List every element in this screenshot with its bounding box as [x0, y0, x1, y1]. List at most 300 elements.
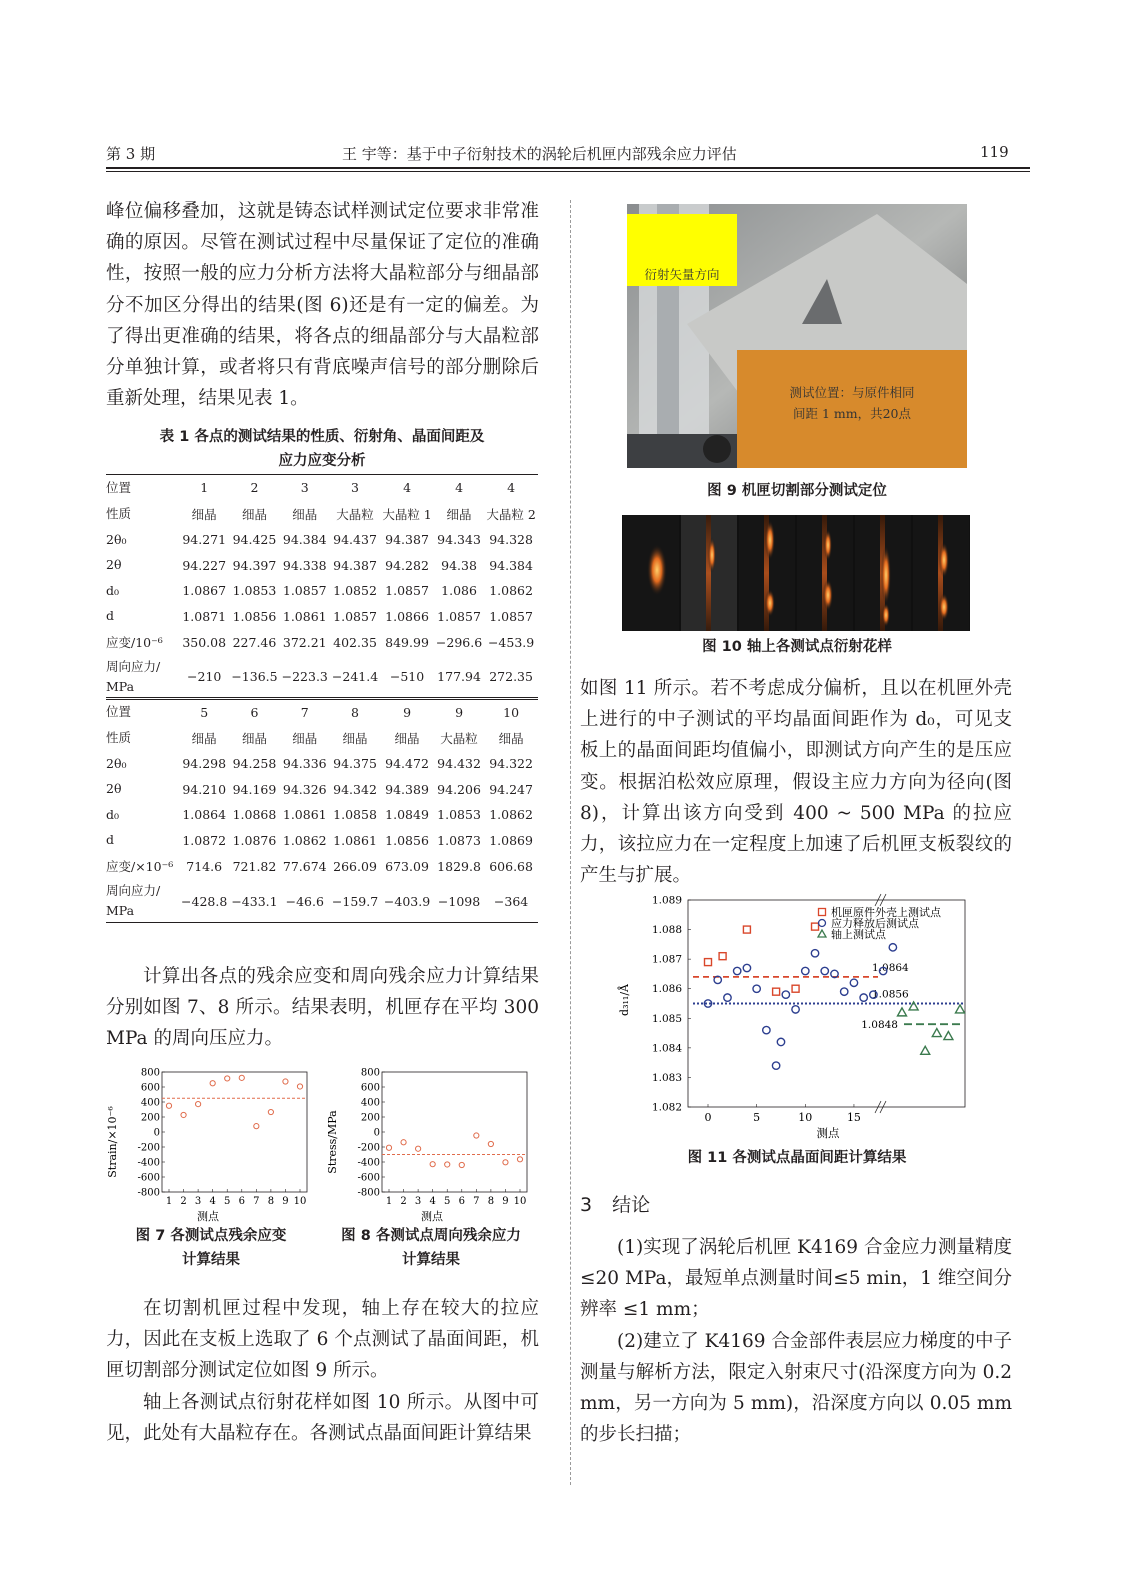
- row-header-cell: d₀: [106, 806, 120, 822]
- fig8-xlabel: 测点: [421, 1210, 443, 1222]
- row-header-cell: 应变/10⁻⁶: [106, 634, 163, 650]
- table-cell: 94.326: [282, 781, 327, 797]
- data-point: [225, 1076, 230, 1081]
- diffraction-spot: [882, 603, 890, 627]
- y-tick-label: 1.083: [651, 1071, 682, 1084]
- data-point: [166, 1103, 171, 1108]
- right-paragraph: [580, 673, 1012, 891]
- intro-paragraph: [106, 196, 539, 414]
- fig7-caption-line2: 计算结果: [182, 1252, 240, 1268]
- row-header-cell: d₀: [106, 582, 120, 598]
- table-row: [106, 604, 538, 629]
- table-cell: 1.0862: [489, 807, 533, 822]
- row-header-cell: d: [106, 608, 115, 623]
- data-point: [210, 1081, 215, 1086]
- fig10-caption: 图 10 轴上各测试点衍射花样: [702, 639, 892, 655]
- table-cell: 94.206: [437, 781, 481, 797]
- issue-label: 第 3 期: [106, 145, 156, 163]
- table-cell: −46.6: [285, 893, 324, 909]
- table-cell: 94.432: [437, 756, 481, 771]
- table-row: [106, 553, 538, 578]
- header-rule-thick: [106, 167, 1030, 169]
- table-cell: −1098: [437, 893, 481, 909]
- y-tick-label: -800: [137, 1187, 160, 1199]
- data-point: [430, 1162, 435, 1167]
- x-tick-label: 2: [400, 1196, 407, 1207]
- bottom-paragraphs: [106, 1293, 539, 1449]
- table-cell: −241.4: [331, 669, 379, 685]
- table-cell: 1.0869: [489, 832, 533, 848]
- row-header-cell: 2θ₀: [106, 531, 127, 547]
- table-cell: 266.09: [333, 859, 377, 874]
- y-tick-label: 1.084: [651, 1042, 682, 1055]
- d-spacing-chart: [610, 890, 980, 1144]
- table-cell: 大晶粒 1: [382, 506, 432, 522]
- reference-label: 1.0864: [872, 961, 909, 974]
- table-cell: 1.0857: [489, 608, 533, 624]
- fig8-caption: [320, 1224, 542, 1272]
- table-cell: −159.7: [331, 893, 379, 909]
- data-point-circle: [811, 950, 818, 957]
- table-cell: −433.1: [231, 893, 278, 909]
- table-cell: 94.38: [441, 557, 477, 573]
- row-header-cell: 2θ₀: [106, 755, 127, 771]
- y-tick-label: 400: [360, 1097, 380, 1109]
- table-cell: 94.210: [182, 781, 227, 797]
- fig10-diffraction-strip: [622, 515, 970, 631]
- table-cell: −223.3: [281, 669, 328, 685]
- table-cell: 1.086: [441, 583, 477, 598]
- table-cell: 1.0857: [385, 583, 429, 598]
- y-tick-label: 600: [360, 1082, 380, 1094]
- table-cell: 1.0861: [282, 807, 327, 822]
- reference-label: 1.0848: [861, 1019, 898, 1032]
- fig8-caption-line2: 计算结果: [402, 1252, 460, 1268]
- table-cell: −210: [187, 669, 222, 685]
- data-point: [503, 1160, 508, 1165]
- data-point-circle: [763, 1026, 770, 1033]
- data-point-circle: [743, 964, 750, 971]
- fig7-ylabel: Strain/×10⁻⁶: [106, 1106, 119, 1178]
- fig9-vector-label: 衍射矢量方向: [644, 267, 720, 282]
- data-point: [401, 1140, 406, 1145]
- table-cell: 2: [250, 480, 259, 496]
- conclusion-2: (2)建立了 K4169 合金部件表层应力梯度的中子测量与解析方法，限定入射束尺寸(沿深度方向为 0.2 mm，另一方向为 5 mm)，沿深度方向以 0.05 mm 的步长扫描；: [580, 1330, 1012, 1446]
- table-cell: 1.0857: [282, 583, 327, 598]
- table-row: [106, 629, 538, 657]
- table-cell: 714.6: [186, 859, 223, 874]
- section-number: 3: [580, 1194, 593, 1216]
- table-cell: 1.0849: [385, 807, 429, 822]
- page-number: 119: [980, 143, 1009, 161]
- y-tick-label: -200: [137, 1142, 160, 1154]
- fig11-caption: 图 11 各测试点晶面间距计算结果: [687, 1150, 907, 1166]
- y-tick-label: 800: [360, 1067, 380, 1079]
- data-point: [181, 1112, 186, 1117]
- y-tick-label: -800: [357, 1187, 380, 1199]
- y-tick-label: 0: [373, 1127, 380, 1139]
- section-heading: [580, 1190, 650, 1217]
- table-cell: 94.472: [385, 756, 429, 771]
- data-point-square: [719, 953, 726, 960]
- right-paragraph-text: 如图 11 所示。若不考虑成分偏析，且以在机匣外壳上进行的中子测试的平均晶面间距作为 d₀，可见支板上的晶面间距均值偏小，即测试方向产生的是压应变。根据泊松效应原理，假设主应力方向为径向(图 8)，计算出该方向受到 400 ~ 500 MPa 的拉应力，该拉应力在一定程度上加速了后机匣支板裂纹的产生与扩展。: [580, 678, 1012, 887]
- diffraction-spot: [765, 520, 775, 560]
- data-point-circle: [850, 979, 857, 986]
- results-table: [106, 474, 538, 923]
- table-cell: 94.437: [333, 532, 377, 547]
- x-tick-label: 2: [180, 1196, 187, 1207]
- y-tick-label: 200: [360, 1112, 380, 1124]
- table-row: [106, 777, 538, 802]
- x-tick-label: 5: [224, 1196, 231, 1207]
- table-cell: 94.387: [385, 532, 429, 547]
- data-point-circle: [772, 1062, 779, 1069]
- x-tick-label: 3: [414, 1196, 422, 1207]
- diffraction-spot: [765, 589, 775, 617]
- x-tick-label: 10: [293, 1196, 307, 1207]
- after-table-text: 计算出各点的残余应变和周向残余应力计算结果分别如图 7、8 所示。结果表明，机匣存在平均 300 MPa 的周向压应力。: [106, 966, 539, 1050]
- diffraction-spot: [647, 544, 667, 596]
- plot-frame: [162, 1072, 307, 1192]
- y-tick-label: -400: [357, 1157, 380, 1169]
- bottom-paragraph-1: 在切割机匣过程中发现，轴上存在较大的拉应力，因此在支板上选取了 6 个点测试了晶面间距，机匣切割部分测试定位如图 9 所示。: [106, 1298, 539, 1382]
- data-point-square: [743, 926, 750, 933]
- table-cell: 1.0858: [333, 807, 377, 822]
- data-point-square: [773, 988, 780, 995]
- table-cell: 94.384: [489, 557, 533, 573]
- table-cell: 94.384: [282, 532, 327, 547]
- table-cell: 细晶: [241, 730, 267, 746]
- table-cell: 大晶粒 2: [486, 506, 536, 522]
- table-cell: 1.0862: [282, 832, 327, 848]
- column-divider: [570, 200, 571, 1485]
- table-cell: 1.0872: [182, 832, 227, 848]
- table-cell: 227.46: [232, 635, 277, 650]
- x-tick-label: 3: [194, 1196, 202, 1207]
- row-header-cell: 性质: [106, 729, 132, 745]
- running-title: 王 宇等：基于中子衍射技术的涡轮后机匣内部残余应力评估: [342, 145, 737, 163]
- x-tick-label: 10: [513, 1196, 527, 1207]
- row-header-cell: 位置: [106, 704, 132, 720]
- row-header-cell: 位置: [106, 479, 132, 495]
- data-point-circle: [889, 944, 896, 951]
- table-cell: 3: [351, 480, 359, 496]
- header-rule-thin: [106, 171, 1030, 172]
- data-point-square: [705, 959, 712, 966]
- table-cell: 1.0866: [385, 608, 429, 624]
- table-row: [106, 475, 538, 501]
- fig11-ylabel: d₃₁₁/Å: [618, 984, 631, 1016]
- x-tick-label: 8: [487, 1196, 495, 1207]
- fig9-position-line2: 间距 1 mm，共20点: [792, 406, 912, 421]
- data-point: [416, 1146, 421, 1151]
- data-point-circle: [733, 967, 740, 974]
- data-point: [196, 1102, 201, 1107]
- x-tick-label: 4: [429, 1196, 436, 1207]
- table-cell: 1.0862: [489, 583, 533, 598]
- table-row: [106, 751, 538, 777]
- table-row: [106, 828, 538, 853]
- paragraph-after-table: [106, 961, 539, 1055]
- diffraction-spot: [823, 579, 833, 611]
- table-cell: 1.0871: [182, 608, 227, 624]
- table-cell: −510: [389, 669, 425, 685]
- row-header-cell: 性质: [106, 505, 132, 521]
- legend-label: 应力释放后测试点: [831, 917, 919, 930]
- y-tick-label: 1.085: [651, 1012, 682, 1025]
- y-tick-label: -400: [137, 1157, 160, 1169]
- table-cell: 大晶粒: [336, 506, 374, 522]
- data-point: [517, 1157, 522, 1162]
- table-cell: 350.08: [182, 635, 227, 650]
- table-cell: 细晶: [191, 730, 217, 746]
- table-cell: 94.282: [385, 557, 429, 573]
- y-tick-label: 1.087: [651, 953, 682, 966]
- diffraction-spot: [939, 593, 949, 621]
- table-cell: 细晶: [394, 730, 420, 746]
- data-point: [474, 1133, 479, 1138]
- table-row: [106, 699, 538, 725]
- x-tick-label: 15: [846, 1111, 861, 1124]
- table-cell: 6: [250, 704, 259, 720]
- x-tick-label: 10: [798, 1111, 813, 1124]
- table-cell: 94.247: [489, 781, 533, 797]
- table-cell: 1.0868: [232, 807, 277, 822]
- table-cell: 9: [403, 704, 412, 720]
- table-row: [106, 578, 538, 604]
- table-cell: 849.99: [385, 635, 429, 650]
- table-cell: 1.0856: [385, 832, 429, 848]
- data-point: [239, 1075, 244, 1080]
- table-cell: 94.387: [333, 557, 377, 573]
- table-cell: 94.271: [182, 532, 227, 547]
- section-title: 结论: [612, 1194, 651, 1216]
- table-cell: 177.94: [437, 669, 481, 685]
- table-cell: 细晶: [241, 506, 267, 522]
- table-cell: 94.397: [232, 557, 277, 573]
- x-tick-label: 5: [753, 1111, 761, 1124]
- y-tick-label: -600: [137, 1172, 160, 1184]
- y-tick-label: 200: [140, 1112, 160, 1124]
- y-tick-label: 600: [140, 1082, 160, 1094]
- data-point-circle: [777, 1038, 784, 1045]
- table-cell: 1.0864: [182, 807, 227, 822]
- table-cell: 94.375: [333, 756, 377, 771]
- table-cell: −364: [493, 893, 529, 909]
- row-header-cell: 2θ: [106, 557, 122, 572]
- strain-chart: [102, 1060, 317, 1222]
- data-point-circle: [841, 988, 848, 995]
- data-point-circle: [753, 985, 760, 992]
- y-tick-label: 1.086: [651, 983, 682, 996]
- table-cell: 94.227: [182, 557, 227, 573]
- table-cell: 1.0853: [232, 583, 277, 598]
- stress-chart: [322, 1060, 542, 1222]
- fig11-xlabel: 测点: [816, 1126, 840, 1140]
- table-cell: 5: [200, 704, 209, 720]
- data-point-circle: [782, 991, 789, 998]
- data-point-triangle: [932, 1029, 941, 1037]
- table-row: [106, 802, 538, 828]
- row-header-cell: 周向应力/ MPa: [106, 883, 161, 919]
- table-cell: 1.0856: [232, 608, 277, 624]
- legend-label: 机匣原件外壳上测试点: [831, 906, 941, 919]
- table-row: [106, 853, 538, 881]
- y-tick-label: 1.082: [651, 1101, 682, 1114]
- diffraction-spot: [824, 529, 832, 561]
- legend-marker: [819, 909, 826, 916]
- diffraction-streak: [706, 515, 711, 631]
- table-cell: 402.35: [333, 635, 377, 650]
- table-cell: 1.0857: [437, 608, 481, 624]
- table1-caption: [106, 425, 538, 473]
- data-point-circle: [724, 994, 731, 1001]
- table-cell: 1829.8: [437, 859, 481, 874]
- table-cell: 9: [455, 704, 464, 720]
- plot-frame: [382, 1072, 527, 1192]
- table-cell: 1.0876: [232, 832, 277, 848]
- table-cell: 272.35: [489, 669, 533, 685]
- table-cell: 94.258: [232, 756, 277, 771]
- table-cell: 4: [403, 480, 412, 496]
- table-cell: 4: [507, 480, 516, 496]
- table-cell: 94.328: [489, 532, 533, 547]
- data-point: [386, 1145, 391, 1150]
- legend-marker: [819, 920, 826, 927]
- x-tick-label: 9: [502, 1196, 509, 1207]
- data-point-circle: [821, 967, 828, 974]
- table-cell: 1.0852: [333, 583, 377, 598]
- table-cell: 94.389: [385, 781, 429, 797]
- x-tick-label: 8: [267, 1196, 275, 1207]
- x-tick-label: 7: [473, 1196, 480, 1207]
- y-tick-label: 0: [153, 1127, 160, 1139]
- fig9-position-line1: 测试位置：与原件相同: [789, 385, 915, 400]
- data-point-triangle: [956, 1005, 965, 1013]
- table-cell: 94.342: [333, 781, 377, 797]
- reference-label: 1.0856: [872, 988, 909, 1001]
- y-tick-label: 400: [140, 1097, 160, 1109]
- table-cell: 细晶: [446, 506, 472, 522]
- table-cell: 3: [300, 480, 309, 496]
- diffraction-spot: [881, 545, 891, 605]
- table-row: [106, 501, 538, 527]
- table-cell: 大晶粒: [440, 730, 478, 746]
- y-tick-label: -600: [357, 1172, 380, 1184]
- row-header-cell: 周向应力/ MPa: [106, 658, 161, 694]
- y-tick-label: 800: [140, 1067, 160, 1079]
- table-cell: 94.322: [489, 756, 533, 771]
- fig7-caption: [106, 1224, 316, 1272]
- table1-caption-line1: 表 1 各点的测试结果的性质、衍射角、晶面间距及: [159, 429, 485, 445]
- fig8-ylabel: Stress/MPa: [326, 1110, 339, 1174]
- x-tick-label: 0: [704, 1111, 712, 1124]
- data-point: [297, 1084, 302, 1089]
- x-tick-label: 7: [253, 1196, 260, 1207]
- table-cell: 94.425: [232, 532, 277, 547]
- intro-text: 峰位偏移叠加，这就是铸态试样测试定位要求非常准确的原因。尽管在测试过程中尽量保证了定位的准确性，按照一般的应力分析方法将大晶粒部分与细晶部分不加区分得出的结果(图 6)还是有一定的偏差。为了得出更准确的结果，将各点的细晶部分与大晶粒部分单独计算，或者将只有背底噪声信号的部分删除后重新处理，结果见表 1。: [106, 201, 539, 410]
- data-point: [459, 1162, 464, 1167]
- conclusion-1: (1)实现了涡轮后机匣 K4169 合金应力测量精度 ≤20 MPa，最短单点测量时间≤5 min，1 维空间分辨率 ≤1 mm；: [580, 1237, 1012, 1321]
- table-cell: 细晶: [292, 730, 318, 746]
- conclusions: [580, 1232, 1012, 1450]
- data-point: [445, 1162, 450, 1167]
- table-cell: 1.0861: [333, 832, 377, 848]
- table-cell: −296.6: [435, 635, 483, 650]
- table-cell: 细晶: [498, 730, 524, 746]
- x-tick-label: 1: [385, 1196, 393, 1207]
- table-cell: 细晶: [342, 730, 368, 746]
- x-tick-label: 6: [458, 1196, 465, 1207]
- table-cell: −453.9: [487, 635, 535, 650]
- data-point-circle: [860, 994, 867, 1001]
- fig8-caption-line1: 图 8 各测试点周向残余应力: [341, 1228, 521, 1244]
- data-point-square: [812, 923, 819, 930]
- data-point: [254, 1124, 259, 1129]
- x-tick-label: 1: [165, 1196, 173, 1207]
- y-tick-label: 1.089: [651, 894, 682, 907]
- table-cell: 8: [351, 704, 359, 720]
- table-cell: 673.09: [385, 859, 429, 874]
- row-header-cell: d: [106, 832, 115, 847]
- table-row: [106, 881, 538, 923]
- table-cell: 1.0873: [437, 832, 481, 848]
- table-cell: 10: [503, 704, 520, 720]
- fig7-xlabel: 测点: [197, 1210, 219, 1222]
- data-point: [283, 1079, 288, 1084]
- fig9-photo: [627, 204, 967, 468]
- y-tick-label: -200: [357, 1142, 380, 1154]
- data-point-circle: [792, 1006, 799, 1013]
- table-cell: 94.336: [282, 756, 327, 771]
- table-row: [106, 657, 538, 699]
- table-cell: 372.21: [282, 635, 327, 650]
- table-row: [106, 725, 538, 751]
- table-cell: 94.338: [282, 557, 327, 573]
- table-cell: 721.82: [232, 859, 277, 874]
- diffraction-spot: [939, 542, 949, 578]
- data-point: [488, 1141, 493, 1146]
- fig7-caption-line1: 图 7 各测试点残余应变: [135, 1228, 287, 1244]
- x-tick-label: 5: [444, 1196, 451, 1207]
- table-cell: 94.169: [232, 781, 277, 797]
- table-cell: 1.0853: [437, 807, 481, 822]
- diffraction-spot: [708, 537, 716, 573]
- table-cell: 细晶: [292, 506, 318, 522]
- table-cell: 606.68: [489, 859, 533, 874]
- row-header-cell: 应变/×10⁻⁶: [106, 858, 174, 874]
- table-cell: −136.5: [231, 669, 278, 685]
- data-point-square: [792, 985, 799, 992]
- table-row: [106, 527, 538, 553]
- table-cell: 1.0857: [333, 608, 377, 624]
- x-tick-label: 6: [238, 1196, 245, 1207]
- table-cell: 1: [200, 480, 209, 496]
- bottom-paragraph-2: 轴上各测试点衍射花样如图 10 所示。从图中可见，此处有大晶粒存在。各测试点晶面间距计算结果: [106, 1391, 539, 1444]
- fig9-caption: 图 9 机匣切割部分测试定位: [707, 483, 887, 499]
- table-cell: 77.674: [282, 859, 327, 874]
- table-cell: −428.8: [181, 893, 228, 909]
- table-cell: 7: [300, 704, 309, 720]
- table-cell: 1.0867: [182, 583, 227, 598]
- y-tick-label: 1.088: [651, 924, 682, 937]
- fig9-photo-drawing: [627, 204, 967, 468]
- row-header-cell: 2θ: [106, 781, 122, 796]
- table-cell: 94.298: [182, 756, 227, 771]
- legend-marker: [818, 930, 826, 937]
- legend-label: 轴上测试点: [831, 928, 886, 941]
- data-point-triangle: [898, 1008, 907, 1016]
